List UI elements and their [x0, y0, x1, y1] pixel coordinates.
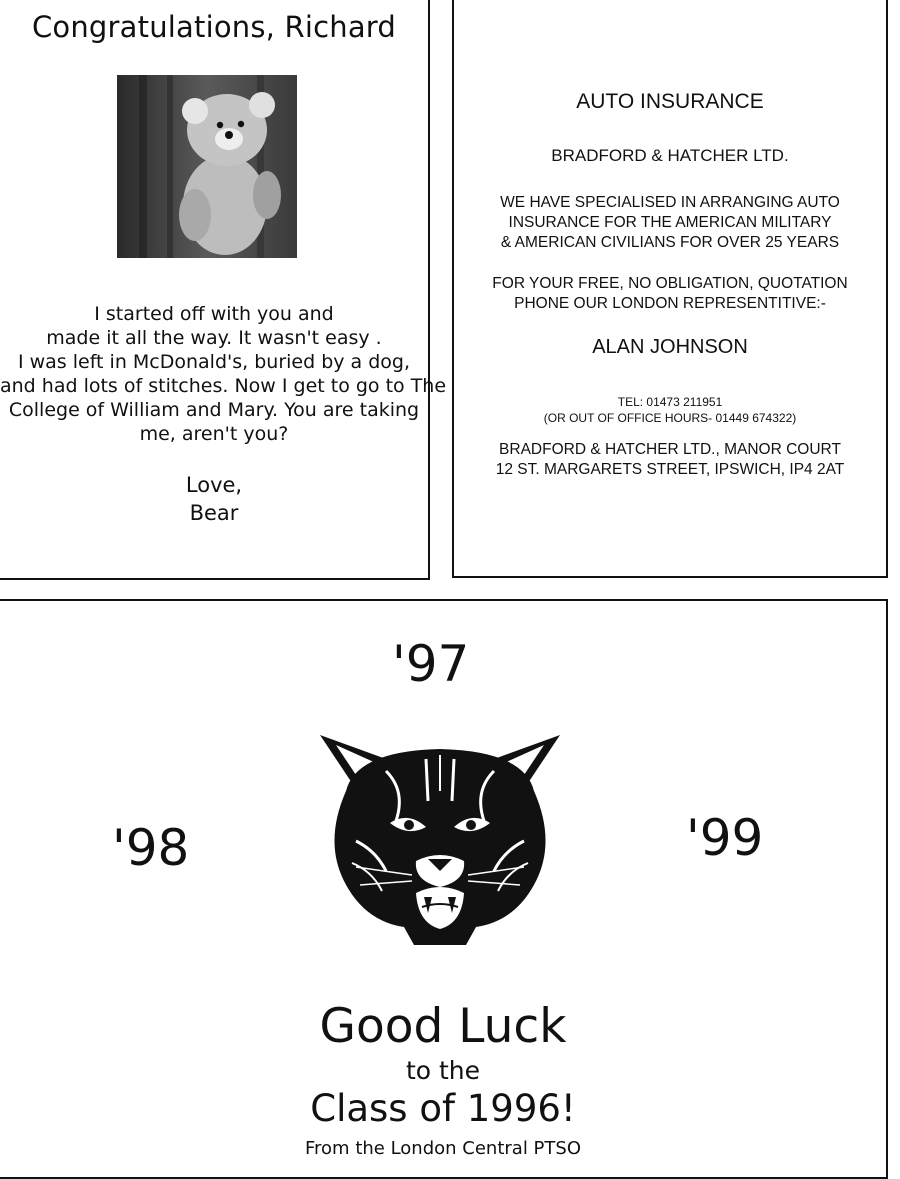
letter-line: made it all the way. It wasn't easy . — [46, 327, 382, 349]
signature: Bear — [189, 501, 239, 525]
description-line: & AMERICAN CIVILIANS FOR OVER 25 YEARS — [500, 234, 840, 251]
quote-line: PHONE OUR LONDON REPRESENTITIVE:- — [514, 295, 826, 312]
letter-line: and had lots of stitches. Now I get to go to The — [0, 375, 447, 397]
letter-line: me, aren't you? — [139, 423, 289, 445]
description-line: INSURANCE FOR THE AMERICAN MILITARY — [508, 214, 832, 231]
insurance-company: BRADFORD & HATCHER LTD. — [551, 146, 789, 165]
bear-letter — [0, 302, 447, 446]
class-of-1996-text: Class of 1996! — [310, 1087, 576, 1130]
insurance-description — [454, 193, 886, 253]
year-97: '97 — [392, 635, 470, 693]
bear-ad-panel — [0, 0, 447, 580]
telephone-info — [454, 394, 886, 426]
insurance-quote — [454, 274, 886, 314]
good-luck-title: Good Luck — [319, 999, 567, 1054]
insurance-address — [454, 440, 886, 480]
bobcat-head-icon — [316, 731, 564, 949]
signoff: Love, — [185, 473, 243, 497]
letter-line: I started off with you and — [94, 303, 334, 325]
tel-line: TEL: 01473 211951 — [617, 395, 723, 409]
insurance-heading: AUTO INSURANCE — [576, 90, 764, 113]
address-line: 12 ST. MARGARETS STREET, IPSWICH, IP4 2AT — [495, 461, 845, 478]
description-line: WE HAVE SPECIALISED IN ARRANGING AUTO — [500, 194, 840, 211]
letter-line: I was left in McDonald's, buried by a dog, — [17, 351, 411, 373]
letter-line: College of William and Mary. You are taking — [8, 399, 420, 421]
bear-ad-title: Congratulations, Richard — [31, 10, 397, 44]
representative-name: ALAN JOHNSON — [592, 336, 748, 358]
quote-line: FOR YOUR FREE, NO OBLIGATION, QUOTATION — [492, 275, 848, 292]
teddy-bear-photo — [117, 75, 297, 258]
tel-line: (OR OUT OF OFFICE HOURS- 01449 674322) — [543, 411, 797, 425]
bear-signature-block — [0, 471, 428, 527]
year-99: '99 — [686, 809, 764, 867]
year-98: '98 — [112, 819, 190, 877]
to-the-text: to the — [405, 1056, 481, 1085]
from-ptso-text: From the London Central PTSO — [305, 1138, 581, 1159]
insurance-ad-panel — [452, 0, 888, 578]
ptso-ad-panel — [0, 599, 888, 1179]
address-line: BRADFORD & HATCHER LTD., MANOR COURT — [499, 441, 841, 458]
